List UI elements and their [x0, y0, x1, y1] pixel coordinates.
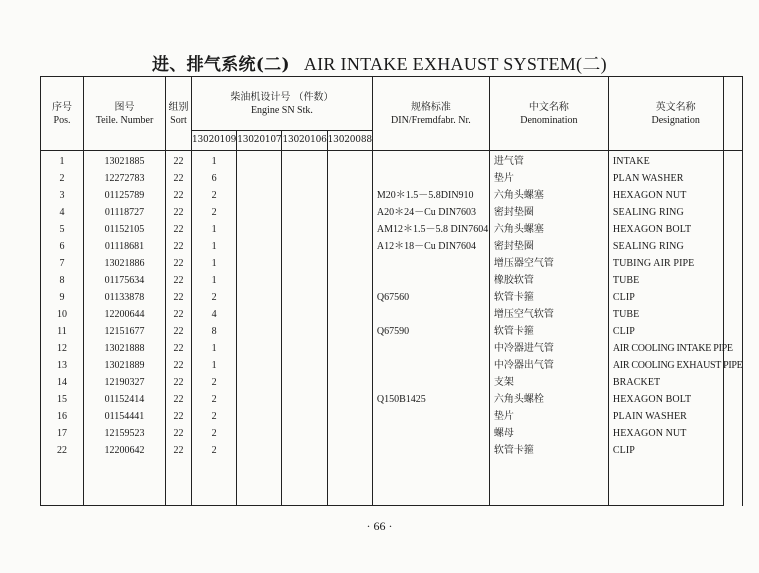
cell-spec: AM12＊1.5－5.8 DIN7604 — [372, 221, 489, 238]
cell-part-number: 12190327 — [84, 374, 166, 391]
cell-spec: M20＊1.5－5.8DIN910 — [372, 187, 489, 204]
cell-qty-13020088 — [327, 408, 372, 425]
cell-sort: 22 — [166, 391, 192, 408]
cell-spec — [372, 151, 489, 171]
table-row — [41, 340, 743, 357]
header-spec: 规格标准 DIN/Fremdfabr. Nr. — [372, 77, 489, 151]
cell-denomination: 软管卡箍 — [489, 323, 608, 340]
cell-pos: 15 — [41, 391, 84, 408]
cell-spec — [372, 272, 489, 289]
table-row — [41, 425, 743, 442]
cell-designation: HEXAGON BOLT — [608, 391, 743, 408]
cell-qty-13020106 — [282, 289, 327, 306]
cell-qty-13020107 — [237, 425, 282, 442]
cell-qty-13020109: 1 — [192, 357, 237, 374]
cell-qty-13020109: 8 — [192, 323, 237, 340]
cell-qty-13020088 — [327, 238, 372, 255]
cell-sort: 22 — [166, 289, 192, 306]
cell-qty-13020088 — [327, 323, 372, 340]
cell-pos: 5 — [41, 221, 84, 238]
header-sort: 组别 Sort — [166, 77, 192, 151]
cell-qty-13020088 — [327, 306, 372, 323]
cell-qty-13020107 — [237, 306, 282, 323]
cell-denomination: 六角头螺塞 — [489, 187, 608, 204]
cell-denomination: 橡胶软管 — [489, 272, 608, 289]
cell-pos: 22 — [41, 442, 84, 459]
cell-pos: 13 — [41, 357, 84, 374]
filler-cell — [192, 459, 237, 506]
cell-qty-13020109: 6 — [192, 170, 237, 187]
cell-designation: HEXAGON BOLT — [608, 221, 743, 238]
cell-denomination: 中冷器进气管 — [489, 340, 608, 357]
cell-designation: TUBE — [608, 272, 743, 289]
cell-denomination: 密封垫圈 — [489, 204, 608, 221]
filler-cell — [282, 459, 327, 506]
cell-designation: PLAN WASHER — [608, 170, 743, 187]
cell-part-number: 01118681 — [84, 238, 166, 255]
cell-qty-13020109: 2 — [192, 204, 237, 221]
cell-spec — [372, 255, 489, 272]
cell-qty-13020106 — [282, 357, 327, 374]
cell-denomination: 软管卡箍 — [489, 442, 608, 459]
table-row — [41, 391, 743, 408]
header-engine-sn: 柴油机设计号 （件数） Engine SN Stk. — [192, 77, 373, 131]
header-designation: 英文名称 Designation — [608, 77, 743, 151]
cell-part-number: 01175634 — [84, 272, 166, 289]
cell-spec — [372, 374, 489, 391]
cell-spec: A12＊18－Cu DIN7604 — [372, 238, 489, 255]
cell-designation: INTAKE — [608, 151, 743, 171]
cell-qty-13020088 — [327, 255, 372, 272]
cell-sort: 22 — [166, 170, 192, 187]
table-row — [41, 289, 743, 306]
cell-qty-13020106 — [282, 151, 327, 171]
cell-pos: 3 — [41, 187, 84, 204]
cell-qty-13020088 — [327, 374, 372, 391]
cell-qty-13020106 — [282, 323, 327, 340]
table-row — [41, 357, 743, 374]
filler-cell — [489, 459, 608, 506]
cell-pos: 17 — [41, 425, 84, 442]
cell-qty-13020106 — [282, 170, 327, 187]
header-engine-sn-3: 13020106 — [282, 131, 327, 151]
cell-qty-13020109: 2 — [192, 187, 237, 204]
parts-table — [40, 76, 743, 506]
cell-part-number: 01152414 — [84, 391, 166, 408]
cell-pos: 6 — [41, 238, 84, 255]
table-row — [41, 374, 743, 391]
cell-designation: SEALING RING — [608, 204, 743, 221]
cell-part-number: 12272783 — [84, 170, 166, 187]
cell-qty-13020107 — [237, 151, 282, 171]
cell-qty-13020088 — [327, 272, 372, 289]
cell-denomination: 中冷器出气管 — [489, 357, 608, 374]
cell-sort: 22 — [166, 408, 192, 425]
cell-part-number: 01118727 — [84, 204, 166, 221]
cell-part-number: 12159523 — [84, 425, 166, 442]
cell-qty-13020106 — [282, 306, 327, 323]
cell-designation: TUBING AIR PIPE — [608, 255, 743, 272]
cell-spec — [372, 408, 489, 425]
cell-pos: 8 — [41, 272, 84, 289]
cell-pos: 2 — [41, 170, 84, 187]
cell-qty-13020109: 1 — [192, 238, 237, 255]
cell-qty-13020107 — [237, 323, 282, 340]
cell-qty-13020107 — [237, 221, 282, 238]
cell-qty-13020106 — [282, 272, 327, 289]
cell-part-number: 12200642 — [84, 442, 166, 459]
cell-denomination: 增压空气软管 — [489, 306, 608, 323]
cell-part-number: 01154441 — [84, 408, 166, 425]
cell-spec — [372, 357, 489, 374]
filler-cell — [41, 459, 84, 506]
cell-qty-13020088 — [327, 289, 372, 306]
cell-denomination: 垫片 — [489, 408, 608, 425]
cell-denomination: 进气管 — [489, 151, 608, 171]
cell-designation: CLIP — [608, 442, 743, 459]
cell-qty-13020106 — [282, 442, 327, 459]
cell-qty-13020106 — [282, 391, 327, 408]
cell-spec — [372, 170, 489, 187]
cell-qty-13020088 — [327, 340, 372, 357]
filler-cell — [327, 459, 372, 506]
cell-denomination: 支架 — [489, 374, 608, 391]
cell-qty-13020107 — [237, 408, 282, 425]
cell-qty-13020109: 2 — [192, 408, 237, 425]
cell-qty-13020109: 1 — [192, 340, 237, 357]
cell-qty-13020107 — [237, 442, 282, 459]
cell-qty-13020107 — [237, 374, 282, 391]
cell-qty-13020106 — [282, 340, 327, 357]
cell-designation: PLAIN WASHER — [608, 408, 743, 425]
cell-part-number: 13021888 — [84, 340, 166, 357]
cell-pos: 7 — [41, 255, 84, 272]
cell-spec — [372, 306, 489, 323]
cell-designation: CLIP — [608, 289, 743, 306]
cell-qty-13020106 — [282, 187, 327, 204]
cell-designation: BRACKET — [608, 374, 743, 391]
cell-qty-13020109: 1 — [192, 255, 237, 272]
cell-pos: 14 — [41, 374, 84, 391]
cell-qty-13020107 — [237, 238, 282, 255]
cell-qty-13020107 — [237, 272, 282, 289]
cell-qty-13020107 — [237, 170, 282, 187]
table-row — [41, 204, 743, 221]
cell-spec: A20＊24－Cu DIN7603 — [372, 204, 489, 221]
cell-pos: 4 — [41, 204, 84, 221]
title-en: AIR INTAKE EXHAUST SYSTEM(二) — [303, 54, 607, 74]
cell-denomination: 螺母 — [489, 425, 608, 442]
cell-designation: TUBE — [608, 306, 743, 323]
cell-designation: AIR COOLING INTAKE PIPE — [608, 340, 743, 357]
cell-spec — [372, 425, 489, 442]
cell-qty-13020109: 1 — [192, 272, 237, 289]
parts-table-body — [41, 151, 743, 507]
cell-qty-13020088 — [327, 204, 372, 221]
cell-sort: 22 — [166, 442, 192, 459]
cell-spec — [372, 340, 489, 357]
cell-qty-13020109: 2 — [192, 374, 237, 391]
header-pos: 序号 Pos. — [41, 77, 84, 151]
cell-denomination: 密封垫圈 — [489, 238, 608, 255]
table-row — [41, 221, 743, 238]
cell-sort: 22 — [166, 255, 192, 272]
cell-denomination: 垫片 — [489, 170, 608, 187]
table-row — [41, 170, 743, 187]
cell-pos: 9 — [41, 289, 84, 306]
cell-part-number: 01133878 — [84, 289, 166, 306]
filler-cell — [608, 459, 743, 506]
cell-qty-13020107 — [237, 340, 282, 357]
table-filler-row — [41, 459, 743, 506]
cell-qty-13020106 — [282, 238, 327, 255]
cell-qty-13020109: 2 — [192, 442, 237, 459]
cell-spec: Q150B1425 — [372, 391, 489, 408]
cell-qty-13020088 — [327, 425, 372, 442]
filler-cell — [237, 459, 282, 506]
cell-designation: AIR COOLING EXHAUST PIPE — [608, 357, 743, 374]
cell-qty-13020106 — [282, 221, 327, 238]
table-row — [41, 408, 743, 425]
cell-denomination: 六角头螺栓 — [489, 391, 608, 408]
cell-sort: 22 — [166, 272, 192, 289]
cell-qty-13020107 — [237, 187, 282, 204]
cell-qty-13020088 — [327, 170, 372, 187]
table-row — [41, 238, 743, 255]
cell-designation: SEALING RING — [608, 238, 743, 255]
cell-qty-13020107 — [237, 391, 282, 408]
cell-qty-13020088 — [327, 391, 372, 408]
page-number: · 66 · — [366, 519, 393, 533]
cell-qty-13020106 — [282, 425, 327, 442]
cell-qty-13020106 — [282, 204, 327, 221]
cell-qty-13020107 — [237, 255, 282, 272]
cell-qty-13020088 — [327, 442, 372, 459]
cell-sort: 22 — [166, 204, 192, 221]
cell-qty-13020109: 2 — [192, 289, 237, 306]
cell-spec: Q67590 — [372, 323, 489, 340]
cell-qty-13020106 — [282, 374, 327, 391]
cell-sort: 22 — [166, 425, 192, 442]
cell-part-number: 12151677 — [84, 323, 166, 340]
cell-qty-13020107 — [237, 289, 282, 306]
cell-qty-13020109: 1 — [192, 151, 237, 171]
cell-qty-13020107 — [237, 357, 282, 374]
cell-qty-13020088 — [327, 221, 372, 238]
cell-sort: 22 — [166, 323, 192, 340]
cell-part-number: 13021885 — [84, 151, 166, 171]
table-row — [41, 255, 743, 272]
header-engine-sn-1: 13020109 — [192, 131, 237, 151]
cell-qty-13020106 — [282, 408, 327, 425]
cell-qty-13020107 — [237, 204, 282, 221]
cell-qty-13020109: 2 — [192, 391, 237, 408]
cell-qty-13020109: 2 — [192, 425, 237, 442]
header-denomination: 中文名称 Denomination — [489, 77, 608, 151]
filler-cell — [166, 459, 192, 506]
cell-part-number: 13021889 — [84, 357, 166, 374]
filler-cell — [84, 459, 166, 506]
cell-pos: 12 — [41, 340, 84, 357]
cell-qty-13020106 — [282, 255, 327, 272]
cell-sort: 22 — [166, 238, 192, 255]
title-cn: 进、排气系统(二) — [152, 55, 290, 75]
cell-designation: HEXAGON NUT — [608, 425, 743, 442]
header-part-number: 图号 Teile. Number — [84, 77, 166, 151]
cell-sort: 22 — [166, 187, 192, 204]
filler-cell — [372, 459, 489, 506]
cell-designation: CLIP — [608, 323, 743, 340]
header-engine-sn-2: 13020107 — [237, 131, 282, 151]
cell-designation: HEXAGON NUT — [608, 187, 743, 204]
cell-pos: 16 — [41, 408, 84, 425]
cell-sort: 22 — [166, 306, 192, 323]
cell-sort: 22 — [166, 357, 192, 374]
cell-qty-13020088 — [327, 187, 372, 204]
header-engine-sn-4: 13020088 — [327, 131, 372, 151]
table-row — [41, 323, 743, 340]
cell-denomination: 增压器空气管 — [489, 255, 608, 272]
cell-qty-13020088 — [327, 357, 372, 374]
page-title — [0, 50, 759, 76]
cell-qty-13020109: 4 — [192, 306, 237, 323]
table-row — [41, 442, 743, 459]
cell-qty-13020088 — [327, 151, 372, 171]
table-row — [41, 272, 743, 289]
cell-denomination: 六角头螺塞 — [489, 221, 608, 238]
cell-qty-13020109: 1 — [192, 221, 237, 238]
cell-part-number: 01152105 — [84, 221, 166, 238]
cell-sort: 22 — [166, 151, 192, 171]
cell-sort: 22 — [166, 221, 192, 238]
cell-sort: 22 — [166, 374, 192, 391]
cell-sort: 22 — [166, 340, 192, 357]
cell-pos: 10 — [41, 306, 84, 323]
cell-part-number: 13021886 — [84, 255, 166, 272]
cell-spec: Q67560 — [372, 289, 489, 306]
table-row — [41, 187, 743, 204]
table-row — [41, 151, 743, 171]
cell-pos: 1 — [41, 151, 84, 171]
cell-part-number: 12200644 — [84, 306, 166, 323]
table-row — [41, 306, 743, 323]
cell-spec — [372, 442, 489, 459]
cell-denomination: 软管卡箍 — [489, 289, 608, 306]
cell-pos: 11 — [41, 323, 84, 340]
cell-part-number: 01125789 — [84, 187, 166, 204]
